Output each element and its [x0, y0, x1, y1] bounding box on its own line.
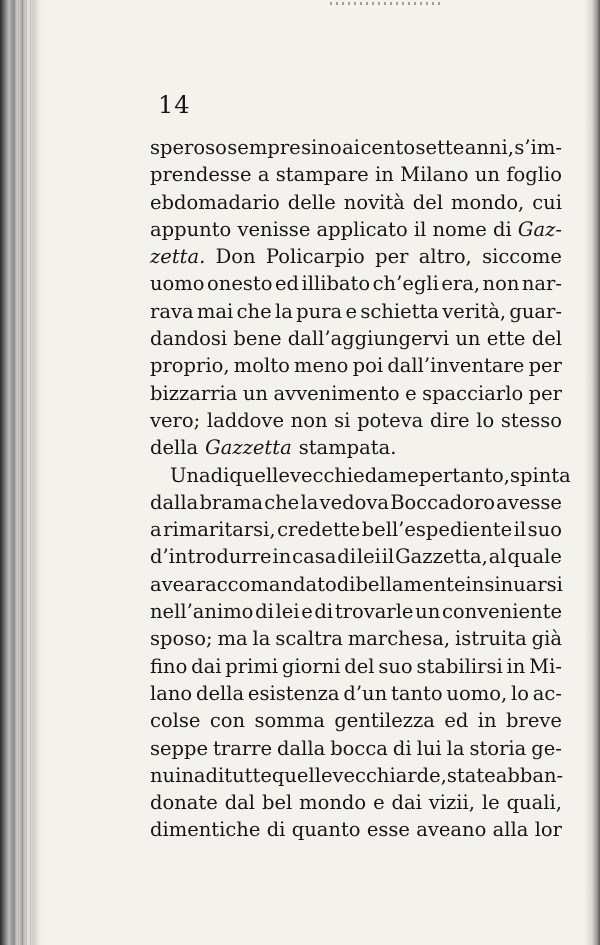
text-line [150, 380, 562, 407]
word: stabilirsi [416, 654, 503, 678]
word: stampata. [298, 436, 397, 460]
word: mondo [299, 791, 367, 815]
page-edge-shadow [584, 0, 600, 945]
word: quelle [229, 463, 290, 487]
word: ette [486, 327, 526, 351]
word: d’un [343, 681, 388, 705]
word: un [474, 163, 500, 187]
word: sino [301, 136, 342, 159]
word: non [482, 272, 520, 296]
word: dai [391, 791, 422, 815]
word: un [455, 327, 481, 351]
text-line [150, 653, 562, 680]
word: dame [364, 463, 419, 487]
word: la [274, 299, 293, 323]
word: di [255, 600, 274, 624]
text-line [150, 625, 562, 652]
text-line [150, 543, 562, 570]
word: ed [444, 709, 469, 733]
word: in [375, 163, 394, 187]
word: ac- [532, 681, 562, 705]
word: schietta [360, 299, 439, 323]
word: lor [534, 818, 562, 842]
word: sette [415, 136, 465, 159]
word: per [375, 245, 409, 269]
text-line [150, 243, 562, 270]
word: lei [275, 600, 300, 624]
word: ai [342, 136, 361, 159]
word: di [314, 600, 334, 624]
word: la [446, 736, 465, 760]
word: suo [527, 518, 562, 542]
word: istruita [455, 627, 527, 651]
word: con [209, 709, 246, 733]
word: mondo, [451, 190, 525, 214]
word: zetta. [150, 245, 206, 269]
word: dire [429, 408, 470, 432]
word: lo [510, 681, 529, 705]
word: vizii, [428, 791, 475, 815]
word: quanto [291, 818, 361, 842]
text-line [150, 735, 562, 762]
word: poteva [357, 408, 424, 432]
word: s’im- [514, 136, 562, 159]
word: lano [150, 681, 193, 705]
word: trovarle [334, 600, 414, 624]
word: guar- [509, 299, 562, 323]
word: fino [150, 654, 188, 678]
word: primi [225, 654, 279, 678]
word: non [290, 408, 328, 432]
word: scaltra [275, 627, 343, 651]
text-line [150, 161, 562, 188]
text-line [150, 407, 562, 434]
word: casa [292, 545, 337, 569]
word: colse [150, 709, 201, 733]
word: molto [233, 354, 290, 378]
word: per [528, 354, 562, 378]
word: Don [215, 245, 256, 269]
word: della [150, 436, 199, 460]
word: Milano [400, 163, 469, 187]
word: applicato [316, 217, 408, 241]
word: vedova [319, 490, 389, 514]
word: di [493, 217, 512, 241]
word: avvenimento [273, 381, 400, 405]
word: anni, [464, 136, 514, 159]
word: in [272, 545, 292, 569]
word: nell’animo [150, 600, 254, 624]
word: avea [150, 572, 196, 596]
word: dandosi [150, 327, 228, 351]
word: di [336, 572, 356, 596]
word: rava [150, 299, 194, 323]
word: spinta [509, 463, 571, 487]
word: onesto [207, 272, 273, 296]
word: le [481, 791, 500, 815]
word: conveniente [441, 600, 562, 624]
text-line [150, 707, 562, 734]
word: si [334, 408, 351, 432]
word: state [446, 763, 496, 787]
text-line [150, 816, 562, 843]
word: delle [287, 190, 336, 214]
word: dai [191, 654, 222, 678]
word: mai [196, 299, 234, 323]
text-line [150, 134, 562, 161]
word: a [150, 518, 162, 542]
word: di [205, 763, 225, 787]
word: bel [261, 791, 293, 815]
word: uomo, [446, 681, 508, 705]
word: avesse [496, 490, 562, 514]
word: dall’aggiungervi [287, 327, 450, 351]
word: un [242, 381, 268, 405]
word: e [301, 600, 313, 624]
page-number: 14 [158, 91, 191, 119]
body-text [150, 134, 571, 844]
word: di [337, 545, 356, 569]
word: bellamente [355, 572, 466, 596]
word: uomo [150, 272, 205, 296]
word: breve [506, 709, 562, 733]
word: Una [170, 463, 211, 487]
word: per [528, 381, 562, 405]
word: venisse [237, 217, 311, 241]
text-line [150, 762, 562, 789]
word: bene [233, 327, 282, 351]
text-line [150, 216, 562, 243]
word: dimentiche [150, 818, 261, 842]
word: stesso [500, 408, 562, 432]
word: ch’egli [372, 272, 439, 296]
text-line [150, 789, 562, 816]
word: dalla [277, 736, 326, 760]
word: alla [492, 818, 529, 842]
word: esse [366, 818, 410, 842]
word: Gazzetta [205, 436, 292, 460]
print-speckle [330, 2, 440, 5]
word: Mi- [529, 654, 562, 678]
word: che [264, 490, 300, 514]
word: abban- [495, 763, 564, 787]
word: del [531, 327, 562, 351]
word: meno [294, 354, 349, 378]
word: donate [150, 791, 218, 815]
word: trarre [213, 736, 273, 760]
text-line [150, 298, 562, 325]
word: del [412, 190, 444, 214]
word: sposo; [150, 627, 213, 651]
word: seppe [150, 736, 209, 760]
word: ge- [531, 736, 562, 760]
word: poi [352, 354, 384, 378]
word: il [413, 217, 427, 241]
word: appunto [150, 217, 232, 241]
word: un [415, 600, 441, 624]
word: di [266, 818, 286, 842]
word: tutte [224, 763, 272, 787]
word: Boccadoro [390, 490, 496, 514]
word: spacciarlo [422, 381, 524, 405]
word: vecchiarde, [332, 763, 447, 787]
word: laddove [206, 408, 284, 432]
word: a [257, 163, 270, 187]
text-line [150, 571, 562, 598]
word: d’introdurre [150, 545, 272, 569]
word: storia [469, 736, 527, 760]
word: cui [532, 190, 562, 214]
word: giorni [281, 654, 341, 678]
word: dall’inventare [387, 354, 525, 378]
text-line [150, 325, 562, 352]
text-line [150, 598, 562, 625]
text-line [150, 489, 562, 516]
text-line [150, 270, 562, 297]
word: siccome [482, 245, 562, 269]
word: sempre [227, 136, 301, 159]
word: il [381, 545, 395, 569]
word: che [236, 299, 272, 323]
word: novità [343, 190, 405, 214]
word: lui [416, 736, 442, 760]
word: nome [432, 217, 487, 241]
word: prendesse [150, 163, 252, 187]
word: speroso [150, 136, 227, 159]
word: di [210, 463, 230, 487]
word: nar- [521, 272, 562, 296]
word: la [252, 627, 271, 651]
word: in [506, 654, 526, 678]
word: insinuarsi [465, 572, 563, 596]
word: suo [378, 654, 413, 678]
word: ed [274, 272, 299, 296]
word: stampare [275, 163, 369, 187]
text-line [150, 516, 562, 543]
word: vecchie [289, 463, 365, 487]
word: quali, [506, 791, 562, 815]
word: credette [277, 518, 361, 542]
word: lo [476, 408, 495, 432]
word: proprio, [150, 354, 230, 378]
word: illibato [301, 272, 371, 296]
word: dalla [150, 490, 199, 514]
word: bocca [330, 736, 388, 760]
word: ebdomadario [150, 190, 280, 214]
word: quelle [271, 763, 333, 787]
word: vero; [150, 408, 201, 432]
word: marchesa, [347, 627, 451, 651]
word: della [195, 681, 245, 705]
word: di [392, 736, 412, 760]
word: e [405, 381, 417, 405]
text-line [150, 434, 562, 461]
word: lei [356, 545, 381, 569]
word: già [531, 627, 562, 651]
word: Policarpio [265, 245, 365, 269]
word: bell’espediente [361, 518, 513, 542]
word: aveano [416, 818, 487, 842]
word: pertanto, [418, 463, 510, 487]
word: e [373, 791, 385, 815]
word: Gaz- [517, 217, 562, 241]
word: somma [254, 709, 325, 733]
word: era, [441, 272, 481, 296]
binding-gutter [0, 0, 46, 945]
word: la [300, 490, 319, 514]
text-line [150, 680, 562, 707]
word: verità, [442, 299, 507, 323]
word: dal [224, 791, 256, 815]
word: rimaritarsi, [163, 518, 276, 542]
word: quale [507, 545, 562, 569]
word: raccomandato [195, 572, 337, 596]
word: ma [217, 627, 248, 651]
word: del [344, 654, 375, 678]
gutter-texture [14, 0, 32, 945]
word: gentilezza [334, 709, 435, 733]
text-line [150, 352, 562, 379]
word: al [488, 545, 507, 569]
word: nuina [150, 763, 206, 787]
text-line [150, 189, 562, 216]
word: in [477, 709, 497, 733]
word: altro, [418, 245, 472, 269]
word: brama [199, 490, 263, 514]
word: foglio [506, 163, 562, 187]
word: cento [360, 136, 416, 159]
word: il [513, 518, 527, 542]
word: bizzarria [150, 381, 238, 405]
word: esistenza [247, 681, 340, 705]
text-line [150, 462, 571, 489]
word: Gazzetta, [395, 545, 488, 569]
word: pura [296, 299, 343, 323]
word: e [345, 299, 358, 323]
word: tanto [391, 681, 443, 705]
